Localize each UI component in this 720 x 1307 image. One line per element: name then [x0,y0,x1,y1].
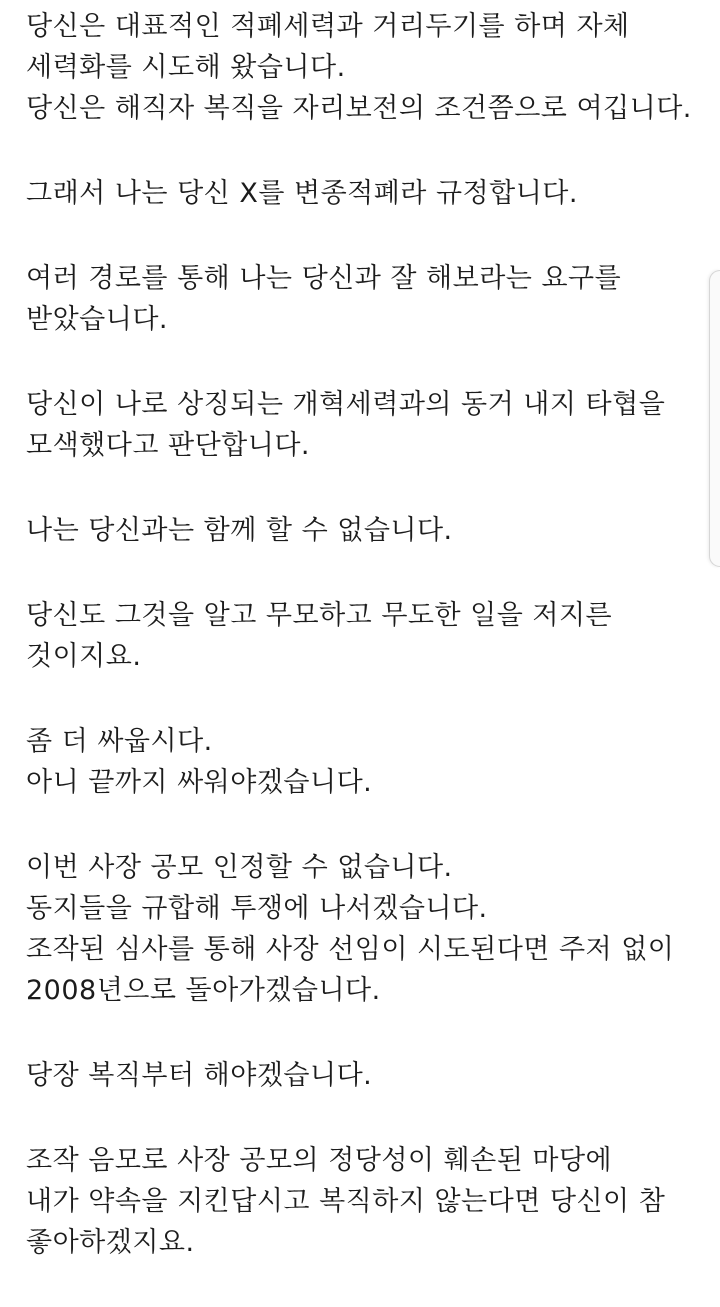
text-line: 조작 음모로 사장 공모의 정당성이 훼손된 마당에 [26,1145,613,1176]
text-line: 당장 복직부터 해야겠습니다. [26,1060,373,1091]
paragraph [26,510,706,551]
text-line: 여러 경로를 통해 나는 당신과 잘 해보라는 요구를 [26,263,622,294]
paragraph [26,595,706,677]
paragraph [26,384,706,466]
post-body [26,6,706,1307]
paragraph [26,1055,706,1096]
paragraph [26,258,706,340]
text-line: 받았습니다. [26,304,168,335]
paragraph [26,847,706,1011]
text-line: 동지들을 규합해 투쟁에 나서겠습니다. [26,893,488,924]
text-line: 아니 끝까지 싸워야겠습니다. [26,767,373,798]
text-line: 것이지요. [26,641,142,672]
text-line: 2008년으로 돌아가겠습니다. [26,975,381,1006]
text-line: 조작된 심사를 통해 사장 선임이 시도된다면 주저 없이 [26,934,675,965]
text-line: 나는 당신과는 함께 할 수 없습니다. [26,515,453,546]
paragraph [26,173,706,214]
text-line: 당신은 해직자 복직을 자리보전의 조건쯤으로 여깁니다. [26,93,692,124]
paragraph [26,1140,706,1263]
text-line: 모색했다고 판단합니다. [26,430,310,461]
text-line: 좋아하겠지요. [26,1227,195,1258]
text-line: 당신도 그것을 알고 무모하고 무도한 일을 저지른 [26,600,613,631]
text-line: 당신이 나로 상징되는 개혁세력과의 동거 내지 타협을 [26,389,666,420]
text-line: 이번 사장 공모 인정할 수 없습니다. [26,852,453,883]
text-line: 당신은 대표적인 적폐세력과 거리두기를 하며 자체 [26,11,630,42]
paragraph [26,721,706,803]
text-line: 좀 더 싸웁시다. [26,726,213,757]
edge-panel-handle[interactable] [709,270,720,567]
text-line: 내가 약속을 지킨답시고 복직하지 않는다면 당신이 참 [26,1186,666,1217]
paragraph [26,6,706,129]
text-line: 그래서 나는 당신 X를 변종적폐라 규정합니다. [26,178,578,209]
text-line: 세력화를 시도해 왔습니다. [26,52,346,83]
